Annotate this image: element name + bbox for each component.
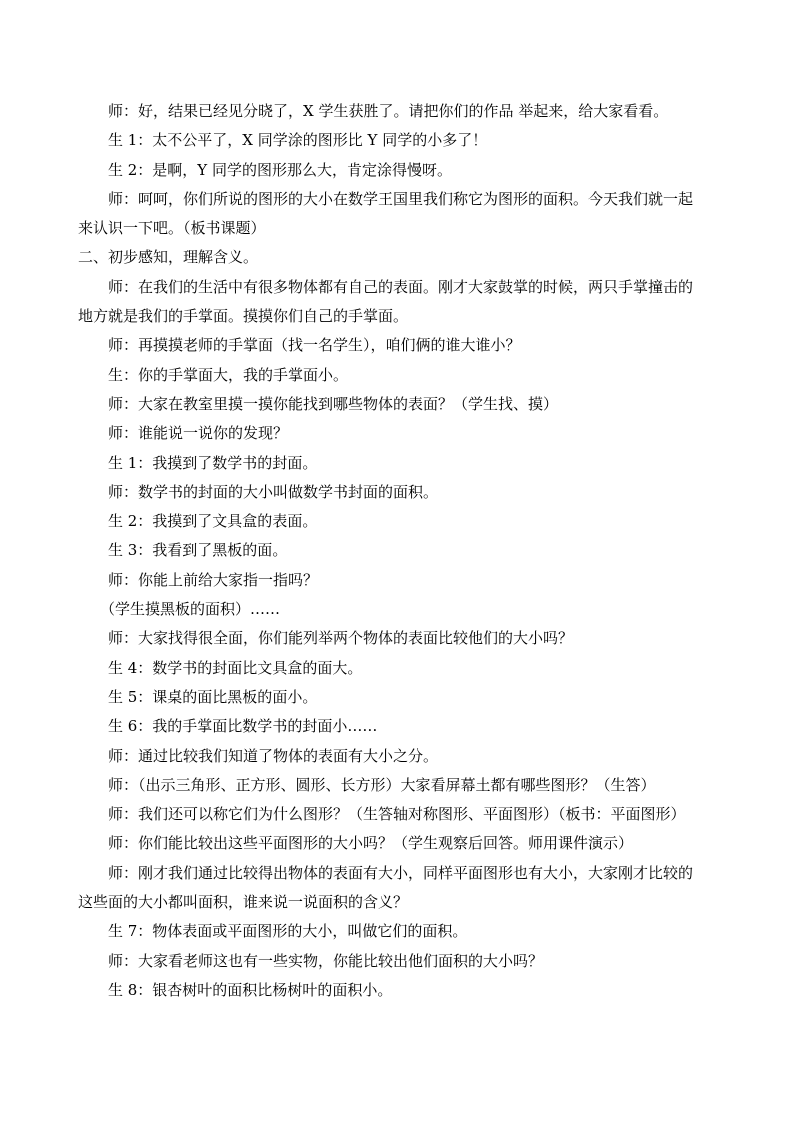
paragraph-line: 师：呵呵，你们所说的图形的大小在数学王国里我们称它为图形的面积。今天我们就一起: [108, 189, 694, 208]
paragraph: 生：你的手掌面大，我的手掌面小。: [108, 365, 349, 384]
paragraph: （学生摸黑板的面积）……: [100, 600, 281, 619]
paragraph: [78, 185, 728, 244]
paragraph: 师：好，结果已经见分晓了，X 学生获胜了。请把你们的作品 举起来，给大家看看。: [108, 102, 669, 120]
paragraph: 师：再摸摸老师的手掌面（找一名学生），咱们俩的谁大谁小？: [108, 336, 521, 355]
paragraph: 师：你们能比较出这些平面图形的大小吗？（学生观察后回答。师用课件演示）: [108, 834, 634, 853]
paragraph: 师：你能上前给大家指一指吗？: [108, 570, 319, 589]
paragraph: 生 2：我摸到了文具盒的表面。: [108, 512, 318, 531]
paragraph-line: 这些面的大小都叫面积，谁来说一说面积的含义？: [78, 893, 409, 912]
paragraph: 生 1：我摸到了数学书的封面。: [108, 453, 318, 472]
paragraph: 生 4：数学书的封面比文具盒的面大。: [108, 658, 363, 677]
paragraph-line: 师：刚才我们通过比较得出物体的表面有大小，同样平面图形也有大小，大家刚才比较的: [108, 863, 694, 882]
paragraph: 师：大家找得很全面，你们能列举两个物体的表面比较他们的大小吗？: [108, 629, 574, 648]
paragraph: 师：（出示三角形、正方形、圆形、长方形）大家看屏幕土都有哪些图形？（生答）: [108, 775, 656, 794]
paragraph: 师：我们还可以称它们为什么图形？（生答轴对称图形、平面图形）（板书：平面图形）: [108, 805, 686, 824]
paragraph-line: 来认识一下吧。（板书课题）: [78, 219, 266, 238]
paragraph: 生 5：课桌的面比黑板的面小。: [108, 687, 318, 706]
paragraph: 师：数学书的封面的大小叫做数学书封面的面积。: [108, 482, 439, 501]
paragraph-line: 师：在我们的生活中有很多物体都有自己的表面。刚才大家鼓掌的时候，两只手掌撞击的: [108, 277, 694, 296]
paragraph: 师：通过比较我们知道了物体的表面有大小之分。: [108, 746, 439, 765]
paragraph: 师：大家在教室里摸一摸你能找到哪些物体的表面？（学生找、摸）: [108, 394, 559, 413]
paragraph: 生 6：我的手掌面比数学书的封面小……: [108, 717, 378, 736]
section-heading: 二、初步感知，理解含义。: [78, 248, 259, 267]
paragraph-line: 地方就是我们的手掌面。摸摸你们自己的手掌面。: [78, 307, 409, 326]
paragraph: 生 1：太不公平了，X 同学涂的图形比 Y 同学的小多了！: [108, 131, 488, 150]
paragraph: 生 8：银杏树叶的面积比杨树叶的面积小。: [108, 980, 393, 999]
paragraph: [78, 273, 728, 332]
document-body: [78, 97, 728, 1005]
paragraph: [78, 859, 728, 918]
paragraph: 生 2：是啊，Y 同学的图形那么大，肯定涂得慢呀。: [108, 160, 452, 179]
paragraph: 生 3：我看到了黑板的面。: [108, 541, 288, 560]
paragraph: 师：谁能说一说你的发现？: [108, 424, 289, 443]
paragraph: 生 7：物体表面或平面图形的大小，叫做它们的面积。: [108, 922, 468, 941]
paragraph: 师：大家看老师这也有一些实物，你能比较出他们面积的大小吗？: [108, 951, 544, 970]
